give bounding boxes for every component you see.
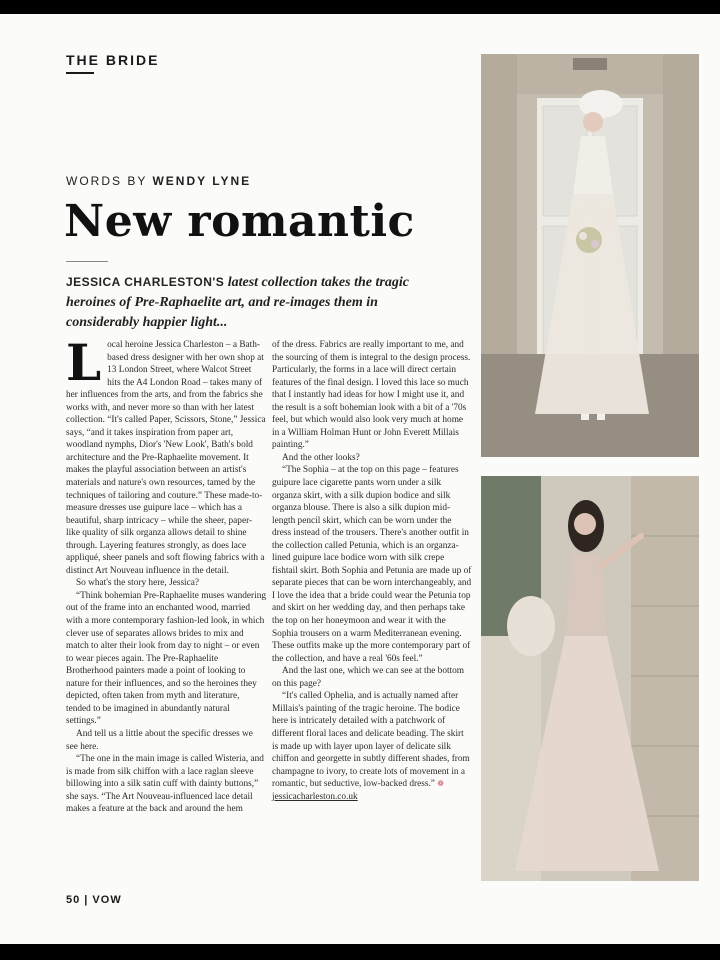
headline: New romantic bbox=[64, 196, 415, 247]
body-paragraph bbox=[66, 333, 266, 577]
drop-cap: L bbox=[66, 333, 102, 392]
page-folio: 50 | VOW bbox=[66, 894, 122, 906]
standfirst bbox=[66, 272, 446, 333]
bride-photo-ophelia-illustration bbox=[481, 476, 699, 881]
paragraph-text: “It's called Ophelia, and is actually named after Millais's painting of the tragic heroine. The bodice here is intricately detailed with a patchwork of different floral laces and delicate beading. The skirt is made up with layer upon layer of delicate silk chiffon and georgette in subtly different shades, from champagne to ivory, to create lots of movement in a romantic, but seductive, low-backed dress.” bbox=[272, 691, 470, 790]
bride-photo-sophia-illustration bbox=[481, 54, 699, 457]
body-paragraph: “The Sophia – at the top on this page – features guipure lace cigarette pants worn under a silk organza skirt, with a silk dupion bodice and silk organza blouse. There is also a silk dupion mid-length pencil skirt, which can be worn under the dress instead of the trousers. There's another outfit in the collection called Petunia, which is an organza-lined guipure lace bodice worn with silk crepe fishtail skirt. Both Sophia and Petunia are made up of separate pieces that can be worn interchangeably, and I love the idea that a bride could wear the Petunia top and skirt on her wedding day, and then perhaps take the top on her honeymoon and wear it with the Sophia trousers on a warm Mediterranean evening. These outfits make up the more contemporary part of the collection, and have a real '60s feel.” bbox=[272, 465, 472, 664]
body-paragraph: And tell us a little about the specific dresses we see here. bbox=[66, 728, 253, 752]
bride-photo-sophia bbox=[481, 54, 699, 457]
section-rule bbox=[66, 72, 94, 74]
byline-author: WENDY LYNE bbox=[152, 174, 252, 188]
body-column-right bbox=[272, 339, 472, 803]
standfirst-name: JESSICA CHARLESTON'S bbox=[66, 275, 225, 289]
website-link[interactable]: jessicacharleston.co.uk bbox=[272, 791, 358, 802]
headline-rule bbox=[66, 261, 108, 262]
section-label: THE BRIDE bbox=[66, 52, 160, 68]
body-paragraph: And the other looks? bbox=[282, 452, 360, 463]
body-paragraph: “Think bohemian Pre-Raphaelite muses wandering out of the frame into an enchanted wood, married with a more contemporary fashion-led look, in which clever use of separates allows brides to mix and match to alter their look from day to night – or even to wear pieces again. The Pre-Raphaelite Brotherhood painters made a point of looking to nature for their influences, and so the heroines they depicted, often taken from myth and literature, tended to be imagined in abundantly natural settings.” bbox=[66, 590, 267, 727]
magazine-page bbox=[0, 14, 720, 944]
body-paragraph bbox=[272, 690, 472, 803]
body-paragraph: And the last one, which we can see at the bottom on this page? bbox=[272, 666, 465, 689]
body-paragraph: “The one in the main image is called Wisteria, and is made from silk chiffon with a lace raglan sleeve billowing into a silk satin cuff with dainty buttons,” she says. “The Art Nouveau-influenced lace detail makes a feature at the back and around the hem bbox=[66, 754, 264, 815]
body-column-left bbox=[66, 333, 267, 816]
bride-photo-ophelia bbox=[481, 476, 699, 881]
byline bbox=[66, 174, 251, 188]
body-paragraph: So what's the story here, Jessica? bbox=[76, 578, 200, 589]
end-mark-icon: ❁ bbox=[437, 779, 444, 789]
byline-prefix: WORDS BY bbox=[66, 174, 148, 188]
paragraph-text: ocal heroine Jessica Charleston – a Bath-based dress designer with her own shop at 13 London Street, where Walcot Street hits the A4 London Road – takes many of her influences from the arts, and from the fabrics she works with, and never more so than with her latest collection. “It's called Paper, Scissors, Stone,” Jessica says, “and it takes inspiration from paper art, woodland nymphs, Dior's 'New Look', Bath's bold architecture and the Pre-Raphaelite movement. It makes the playful association between an artist's materials and nature's own resources, tamed by the techniques of tailoring and couture.” These made-to-measure dresses use guipure lace – which has a beautiful, sharp intricacy – while the sheer, paper-like quality of silk organza allows detail to shine through. Layering features strongly, as does lace appliqué, sheer panels and soft flowing fabrics with a distinct Art Nouveau influence in the detail. bbox=[66, 340, 266, 576]
standfirst-text: latest collection takes the tragic heroines of Pre-Raphaelite art, and re-images them in considerably happier light... bbox=[66, 275, 409, 330]
body-paragraph: of the dress. Fabrics are really important to me, and the sourcing of them is integral to the design process. Particularly, the forms in a lace will direct certain features of the final design. I loved this lace so much that I instantly had ideas for how I might use it, and the result is a soft bohemian look with a bit of a '70s feel, but which would also look very much at home in a William Holman Hunt or John Everett Millais painting.” bbox=[272, 340, 471, 451]
